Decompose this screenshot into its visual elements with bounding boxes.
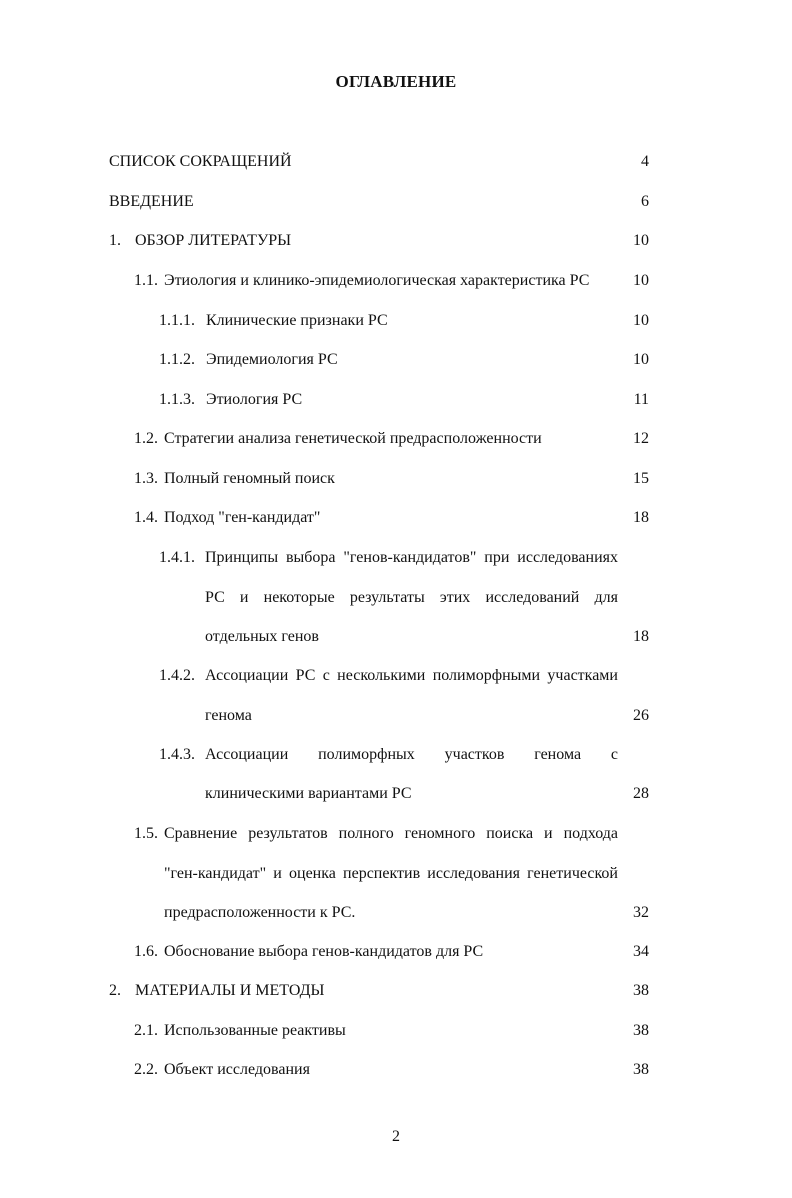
toc-entry-text: Клинические признаки РС bbox=[206, 312, 388, 329]
toc-entry-number: 2.1. bbox=[134, 1022, 158, 1039]
toc-entry-text: Стратегии анализа генетической предрасположенности bbox=[164, 430, 542, 447]
toc-entry-text: Объект исследования bbox=[164, 1061, 310, 1078]
toc-entry-page: 18 bbox=[633, 509, 649, 526]
toc-title: ОГЛАВЛЕНИЕ bbox=[335, 72, 457, 91]
toc-entry-page: 34 bbox=[633, 943, 649, 960]
toc-entry-text: Использованные реактивы bbox=[164, 1022, 346, 1039]
toc-entry-number: 1.5. bbox=[134, 825, 158, 842]
toc-entry-text: ВВЕДЕНИЕ bbox=[109, 193, 194, 210]
toc-entry-text-line: отдельных генов bbox=[205, 628, 319, 645]
toc-entry-text-line: "ген-кандидат" и оценка перспектив исследования генетической bbox=[164, 865, 618, 882]
toc-entry-page: 38 bbox=[633, 982, 649, 999]
toc-entry-text-line: предрасположенности к РС. bbox=[164, 904, 356, 921]
toc-entry-text: Полный геномный поиск bbox=[164, 470, 335, 487]
toc-entry-text-line: Ассоциации полиморфных участков генома с bbox=[205, 746, 618, 763]
toc-entry bbox=[0, 745, 792, 805]
toc-entry-text-line: РС и некоторые результаты этих исследований для bbox=[205, 589, 618, 606]
toc-entry-text: ОБЗОР ЛИТЕРАТУРЫ bbox=[135, 232, 292, 249]
toc-entry-page: 12 bbox=[633, 430, 649, 447]
toc-entry-number: 1.4.2. bbox=[159, 667, 195, 684]
toc-entry-page: 10 bbox=[633, 272, 649, 289]
toc-entry-page: 15 bbox=[633, 470, 649, 487]
toc-entry-number: 1.6. bbox=[134, 943, 158, 960]
toc-entry-text-line: клиническими вариантами РС bbox=[205, 785, 412, 802]
toc-entry bbox=[0, 666, 792, 726]
toc-entry-number: 1.4. bbox=[134, 509, 158, 526]
toc-entry-number: 1.4.1. bbox=[159, 549, 195, 566]
toc-entry-page: 38 bbox=[633, 1022, 649, 1039]
toc-entry-text-line: Принципы выбора "генов-кандидатов" при исследованиях bbox=[205, 549, 618, 566]
toc-entry-number: 1.4.3. bbox=[159, 746, 195, 763]
toc-entry-page: 10 bbox=[633, 312, 649, 329]
toc-entry-number: 1.1. bbox=[134, 272, 158, 289]
toc-entry-page: 26 bbox=[633, 707, 649, 724]
toc-entry-text-line: Ассоциации РС с несколькими полиморфными участками bbox=[205, 667, 618, 684]
page-number: 2 bbox=[392, 1128, 400, 1145]
toc-entry-page: 18 bbox=[633, 628, 649, 645]
toc-entry-number: 1.3. bbox=[134, 470, 158, 487]
toc-entry-page: 28 bbox=[633, 785, 649, 802]
toc-entry-number: 2.2. bbox=[134, 1061, 158, 1078]
toc-entry-page: 10 bbox=[633, 232, 649, 249]
toc-entry-text: Эпидемиология РС bbox=[206, 351, 338, 368]
toc-entry-number: 1.1.3. bbox=[159, 391, 195, 408]
toc-entry-number: 1.2. bbox=[134, 430, 158, 447]
toc-entry-page: 6 bbox=[641, 193, 649, 210]
toc-entry-text: МАТЕРИАЛЫ И МЕТОДЫ bbox=[135, 982, 325, 999]
toc-entry-page: 10 bbox=[633, 351, 649, 368]
toc-entry-number: 1. bbox=[109, 232, 121, 249]
toc-entry-page: 38 bbox=[633, 1061, 649, 1078]
toc-entry-text: СПИСОК СОКРАЩЕНИЙ bbox=[109, 153, 292, 170]
toc-entry-text-line: Сравнение результатов полного геномного поиска и подхода bbox=[164, 825, 618, 842]
toc-entry-page: 11 bbox=[633, 391, 649, 408]
toc-entry-text: Подход "ген-кандидат" bbox=[164, 509, 321, 526]
toc-entry bbox=[0, 548, 792, 648]
toc-entry-page: 32 bbox=[633, 904, 649, 921]
toc-entry bbox=[0, 824, 792, 924]
toc-entry-text-line: генома bbox=[205, 707, 252, 724]
toc-entry-number: 1.1.1. bbox=[159, 312, 195, 329]
toc-entry-text: Этиология РС bbox=[206, 391, 303, 408]
toc-entry-text: Этиология и клинико-эпидемиологическая характеристика РС bbox=[164, 272, 590, 289]
toc-entry-text: Обоснование выбора генов-кандидатов для РС bbox=[164, 943, 484, 960]
toc-entry-number: 1.1.2. bbox=[159, 351, 195, 368]
toc-entry-number: 2. bbox=[109, 982, 121, 999]
toc-entry-page: 4 bbox=[641, 153, 649, 170]
